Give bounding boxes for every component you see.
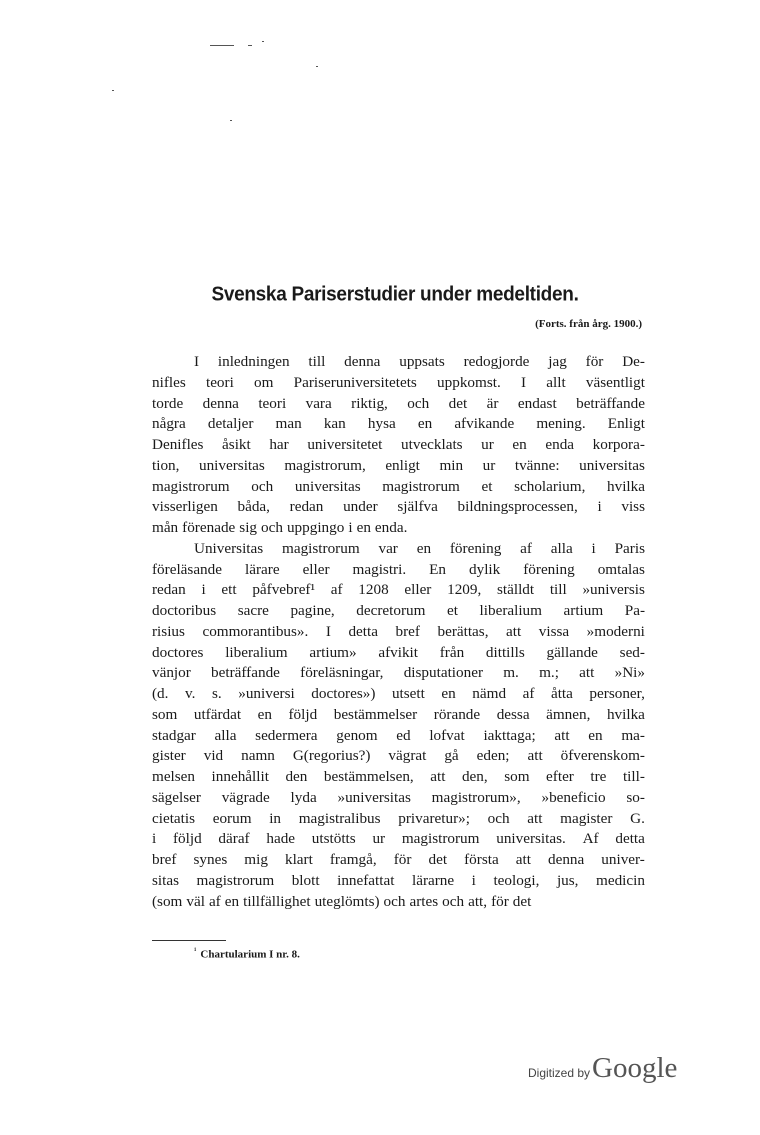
- text-line: gister vid namn G(regorius?) vägrat gå eden; att öfverenskom-: [152, 747, 645, 765]
- text-line: (d. v. s. »universi doctores») utsett en nämd af åtta personer,: [152, 685, 645, 702]
- footnote-text: Chartularium I nr. 8.: [200, 948, 300, 961]
- text-line: stadgar alla sedermera genom ed lofvat iakttaga; att en ma-: [152, 726, 645, 744]
- continuation-note: (Forts. från årg. 1900.): [535, 318, 642, 330]
- text-line: risius commorantibus». I detta bref berättas, att vissa »moderni: [152, 622, 645, 640]
- digitized-watermark: [528, 1052, 677, 1085]
- text-line: sitas magistrorum blott innefattat lärarne i teologi, jus, medicin: [152, 871, 645, 889]
- text-line: melsen innehållit den bestämmelsen, att den, som efter tre till-: [152, 768, 645, 785]
- footnote-divider: [152, 940, 226, 941]
- text-line: i följd däraf hade utstötts ur magistrorum universitas. Af detta: [152, 830, 645, 848]
- text-line: visserligen båda, redan under själfva bildningsprocessen, i viss: [152, 498, 645, 516]
- article-title: Svenska Pariserstudier under medeltiden.: [211, 283, 579, 306]
- google-logo: Google: [592, 1052, 678, 1084]
- footnote-marker: ¹: [194, 946, 197, 955]
- text-line: bref synes mig klart framgå, för det första att denna univer-: [152, 851, 645, 868]
- text-line: doctoribus sacre pagine, decretorum et liberalium artium Pa-: [152, 602, 645, 619]
- text-line: tion, universitas magistrorum, enligt min ur tvänne: universitas: [152, 456, 645, 474]
- text-line: föreläsande lärare eller magistri. En dylik förening omtalas: [152, 560, 645, 578]
- text-line: cietatis eorum in magistralibus privaretur»; och att magister G.: [152, 809, 645, 827]
- text-line: mån förenade sig och uppgingo i en enda.: [152, 519, 408, 536]
- text-line: några detaljer man kan hysa en afvikande mening. Enligt: [152, 415, 645, 433]
- text-line: sägelser vägrade lyda »universitas magistrorum», »beneficio so-: [152, 788, 645, 806]
- text-line: doctores liberalium artium» afvikit från dittills gällande sed-: [152, 643, 645, 661]
- text-line: torde denna teori vara riktig, och det är endast beträffande: [152, 394, 645, 412]
- text-line: Universitas magistrorum var en förening af alla i Paris: [194, 539, 645, 557]
- text-line: I inledningen till denna uppsats redogjorde jag för De-: [194, 353, 645, 370]
- article-body: [152, 352, 645, 912]
- text-line: redan i ett påfvebref¹ af 1208 eller 1209, ställdt till »universis: [152, 581, 645, 599]
- text-line: (som väl af en tillfällighet uteglömts) och artes och att, för det: [152, 892, 532, 910]
- text-line: magistrorum och universitas magistrorum et scholarium, hvilka: [152, 477, 645, 495]
- text-line: nifles teori om Pariseruniversitetets uppkomst. I allt väsentligt: [152, 373, 645, 391]
- text-line: vänjor beträffande föreläsningar, disputationer m. m.; att »Ni»: [152, 664, 645, 682]
- text-line: Denifles åsikt har universitetet utvecklats ur en enda korpora-: [152, 436, 645, 453]
- text-line: som utfärdat en följd bestämmelser rörande dessa ämnen, hvilka: [152, 705, 645, 723]
- footnote: [194, 946, 300, 961]
- watermark-prefix: Digitized by: [528, 1066, 591, 1080]
